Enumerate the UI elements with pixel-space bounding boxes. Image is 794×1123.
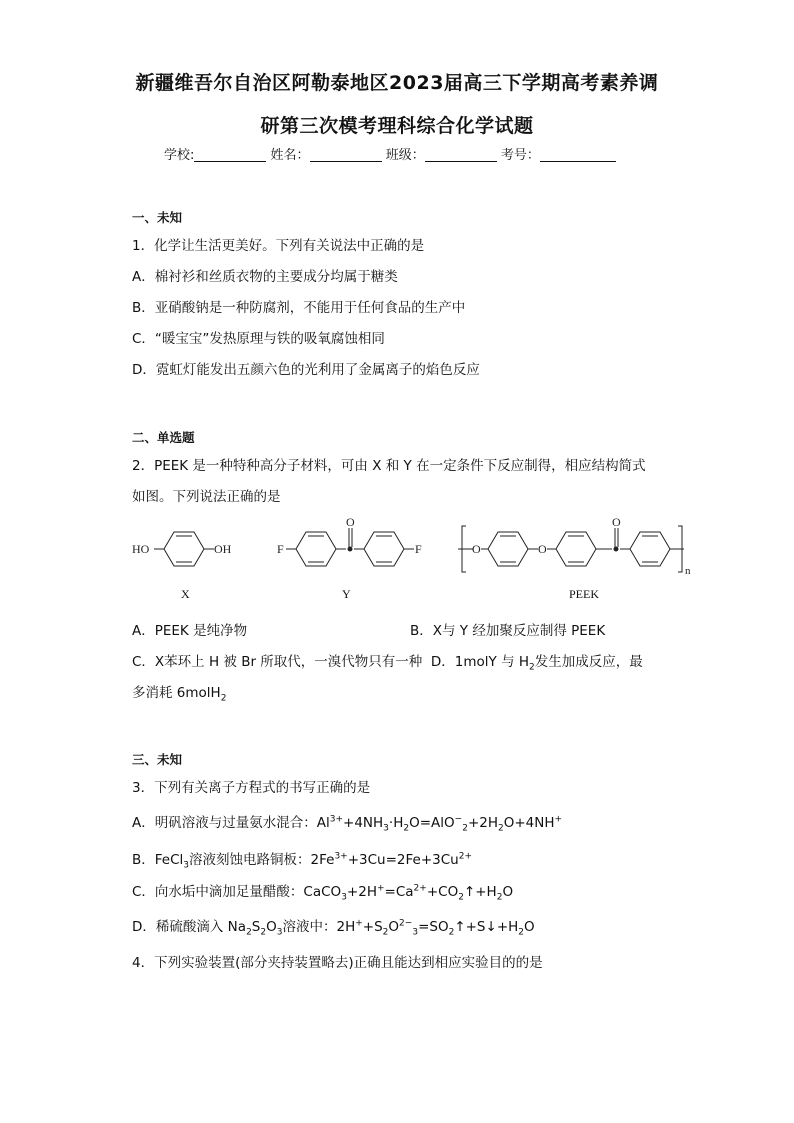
peek-carbonyl-o-label: O xyxy=(612,515,621,529)
y-f-right-label: F xyxy=(415,542,422,556)
peek-o-2: O xyxy=(538,542,547,556)
name-label: 姓名： xyxy=(270,148,310,163)
school-label: 学校: xyxy=(164,148,195,163)
text: D．稀硫酸滴入 Na xyxy=(132,919,247,935)
sup: + xyxy=(376,883,385,894)
q2-option-a: A．PEEK 是纯净物 xyxy=(132,623,248,639)
text: ·H xyxy=(388,815,404,831)
text: +S xyxy=(362,919,383,935)
sub: 2 xyxy=(448,927,455,938)
sub: 2 xyxy=(260,927,267,938)
sub: 2 xyxy=(403,823,410,834)
sup: + xyxy=(554,814,563,825)
peek-structures-diagram xyxy=(128,512,698,608)
text: =Ca xyxy=(384,884,414,900)
text: O=AlO xyxy=(409,815,455,831)
question-2-line-2: 如图。下列说法正确的是 xyxy=(132,489,281,505)
name-blank[interactable] xyxy=(310,147,382,162)
text: B．FeCl xyxy=(132,852,184,868)
section-heading-3: 三、未知 xyxy=(132,752,183,767)
text: C．向水垢中滴加足量醋酸：CaCO xyxy=(132,884,342,900)
sub: 2 xyxy=(246,927,252,938)
text: S xyxy=(251,919,261,935)
q3-option-c xyxy=(132,880,513,903)
label-peek: PEEK xyxy=(569,587,599,601)
question-1: 1．化学让生活更美好。下列有关说法中正确的是 xyxy=(132,238,425,254)
text: ↑+S↓+H xyxy=(454,919,519,935)
sub: 2 xyxy=(458,892,464,903)
structure-y xyxy=(277,515,422,566)
sub: 2 xyxy=(382,927,389,938)
q2-option-d-line-2 xyxy=(132,681,226,704)
school-blank[interactable] xyxy=(194,147,266,162)
title-line-2: 研第三次模考理科综合化学试题 xyxy=(260,115,534,137)
sub: 2 xyxy=(529,662,535,673)
label-y: Y xyxy=(342,587,351,601)
text: O xyxy=(524,919,535,935)
q2-option-b: B．X与 Y 经加聚反应制得 PEEK xyxy=(410,623,606,639)
sub: 2 xyxy=(498,823,504,834)
q2-option-c xyxy=(132,650,643,673)
text: ↑+H xyxy=(463,884,497,900)
x-ho-label: HO xyxy=(132,542,150,556)
q1-option-a: A．棉衬衫和丝质衣物的主要成分均属于糖类 xyxy=(132,269,398,285)
text: O+4NH xyxy=(503,815,555,831)
sup: 2+ xyxy=(413,883,427,894)
q2-option-d-end: 发生加成反应，最 xyxy=(534,654,643,670)
sub: 3 xyxy=(412,927,419,938)
text: O xyxy=(388,919,400,935)
text: +CO xyxy=(426,884,459,900)
sup: 3+ xyxy=(329,814,344,825)
text: 溶液刻蚀电路铜板：2Fe xyxy=(189,852,335,868)
student-info-row xyxy=(164,144,616,163)
text: +4NH xyxy=(343,815,384,831)
peek-o-1: O xyxy=(472,542,481,556)
class-blank[interactable] xyxy=(425,147,497,162)
sub: 2 xyxy=(518,927,525,938)
text: +3Cu=2Fe+3Cu xyxy=(347,852,459,868)
peek-n-subscript: n xyxy=(685,565,691,577)
sup: + xyxy=(355,918,363,929)
q2-option-d-text: D．1molY 与 H xyxy=(430,654,530,670)
structure-x xyxy=(132,532,232,566)
q3-option-a xyxy=(132,811,562,834)
sub: 3 xyxy=(276,927,283,938)
q1-option-c: C．“暖宝宝”发热原理与铁的吸氧腐蚀相同 xyxy=(132,331,385,347)
sup: 2+ xyxy=(458,851,472,862)
text: =SO xyxy=(418,919,449,935)
q1-option-d: D．霓虹灯能发出五颜六色的光利用了金属离子的焰色反应 xyxy=(132,362,480,378)
text: +2H xyxy=(346,884,377,900)
sup: 3+ xyxy=(334,851,348,862)
title-line-1: 新疆维吾尔自治区阿勒泰地区2023届高三下学期高考素养调 xyxy=(135,72,659,94)
q2-option-c-text: C．X苯环上 H 被 Br 所取代，一溴代物只有一种 xyxy=(132,654,423,670)
text: A．明矾溶液与过量氨水混合：Al xyxy=(132,815,330,831)
sub: 3 xyxy=(183,860,190,871)
sub: 3 xyxy=(383,823,389,834)
class-label: 班级： xyxy=(385,148,425,163)
sup: − xyxy=(454,814,463,825)
sub: 2 xyxy=(462,823,468,834)
sub: 2 xyxy=(220,693,227,704)
text: +2H xyxy=(467,815,498,831)
question-3: 3．下列有关离子方程式的书写正确的是 xyxy=(132,780,371,796)
q2-option-d-cont: 多消耗 6molH xyxy=(132,685,221,701)
q3-option-d xyxy=(132,915,535,938)
q3-option-b xyxy=(132,848,472,871)
text: O xyxy=(266,919,277,935)
exam-no-label: 考号： xyxy=(500,148,540,163)
q1-option-b: B．亚硝酸钠是一种防腐剂，不能用于任何食品的生产中 xyxy=(132,300,466,316)
text: 溶液中：2H xyxy=(282,919,356,935)
question-2-line-1: 2．PEEK 是一种特种高分子材料，可由 X 和 Y 在一定条件下反应制得，相应结构简式 xyxy=(132,458,646,474)
section-heading-2: 二、单选题 xyxy=(132,430,195,445)
exam-no-blank[interactable] xyxy=(540,147,616,162)
sub: 3 xyxy=(341,892,347,903)
section-heading-1: 一、未知 xyxy=(132,210,183,225)
y-f-left-label: F xyxy=(277,542,284,556)
structure-peek xyxy=(458,515,691,577)
x-oh-label: OH xyxy=(214,542,232,556)
label-x: X xyxy=(181,587,190,601)
y-carbonyl-o-label: O xyxy=(346,515,355,529)
question-4: 4．下列实验装置(部分夹持装置略去)正确且能达到相应实验目的的是 xyxy=(132,955,543,971)
sup: 2− xyxy=(399,918,413,929)
sub: 2 xyxy=(496,892,503,903)
text: O xyxy=(502,884,514,900)
